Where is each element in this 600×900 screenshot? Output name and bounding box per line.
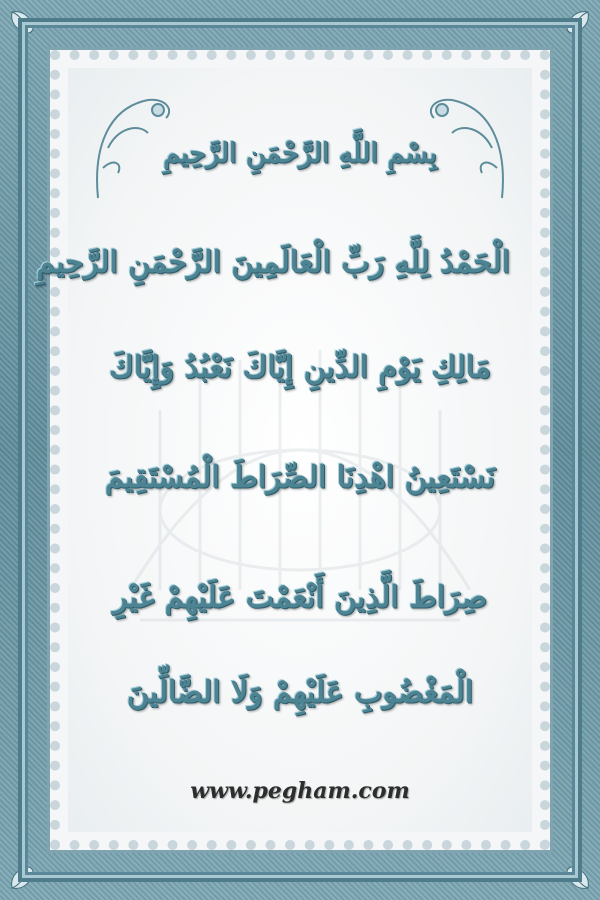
verse-line: الْمَغْضُوبِ عَلَيْهِمْ وَلَا الضَّالِّينَ (126, 675, 474, 710)
verse-line: الْحَمْدُ لِلَّهِ رَبِّ الْعَالَمِينَ الرَّحْمَنِ الرَّحِيمِ (36, 245, 510, 280)
verse-line: صِرَاطَ الَّذِينَ أَنْعَمْتَ عَلَيْهِمْ غَيْرِ (112, 580, 488, 615)
verse-line: مَالِكِ يَوْمِ الدِّينِ إِيَّاكَ نَعْبُدُ وَإِيَّاكَ (109, 350, 491, 385)
website-link[interactable]: www.pegham.com (190, 778, 410, 804)
basmala-line: بِسْمِ اللَّهِ الرَّحْمَنِ الرَّحِيمِ (163, 138, 437, 169)
verse-line: نَسْتَعِينُ اهْدِنَا الصِّرَاطَ الْمُسْتَقِيمَ (104, 460, 496, 495)
